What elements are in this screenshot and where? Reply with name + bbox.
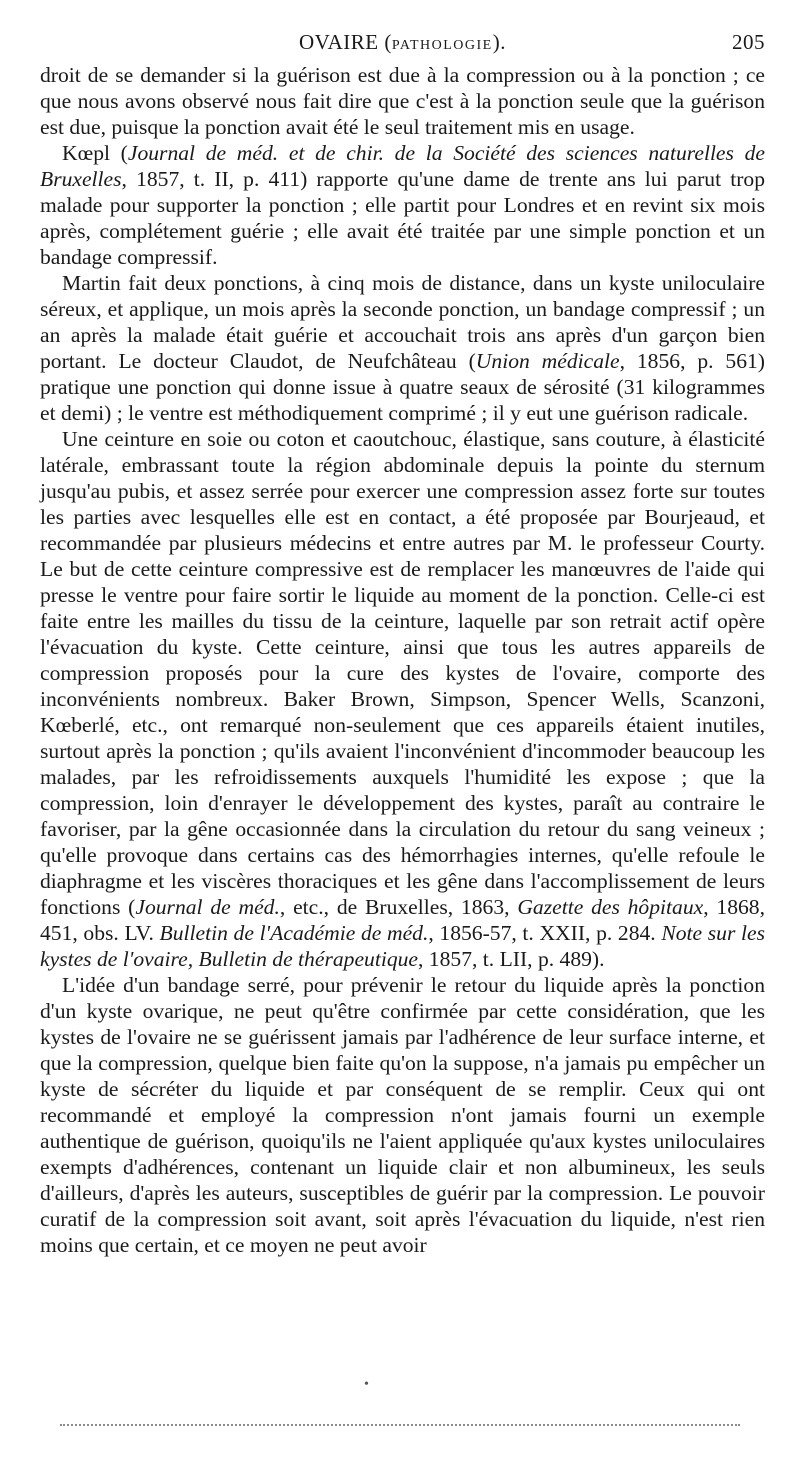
bottom-dotted-rule: [60, 1424, 740, 1426]
text-run: , 1856-57, t. XXII, p. 284.: [428, 921, 662, 945]
text-run: , 1857, t. II, p. 411) rapporte qu'une dame de trente ans lui parut trop malade pour supporter la ponction ; elle partit pour Londres et en revint six mois après, complétement guérie ; elle avait été traitée par une simple ponction et un bandage compressif.: [40, 167, 765, 269]
body-text: [40, 62, 765, 1258]
paragraph: [40, 62, 765, 140]
footer-mark: •: [364, 1377, 369, 1392]
text-run: Martin fait deux ponctions, à cinq mois de distance, dans un kyste uniloculaire séreux, et applique, un mois après la seconde ponction, un bandage compressif ; un an après la malade était guérie et accouchait trois ans après d'un garçon bien portant. Le docteur Claudot, de Neufchâteau (: [40, 271, 765, 373]
text-run: droit de se demander si la guérison est due à la compression ou à la ponction ; ce que nous avons observé nous fait dire que c'est à la ponction seule que la guérison est due, puisque la ponction avait été le seul traitement mis en usage.: [40, 63, 765, 139]
document-page: [40, 30, 765, 1258]
paragraph: [40, 140, 765, 270]
italic-citation: Journal de méd. et de chir. de la Société des sciences naturelles de Bruxelles: [40, 141, 765, 191]
text-run: , 1857, t. LII, p. 489).: [418, 947, 605, 971]
text-run: L'idée d'un bandage serré, pour prévenir le retour du liquide après la ponction d'un kyste ovarique, ne peut qu'être confirmée par cette considération, que les kystes de l'ovaire ne se guérissent jamais par l'adhérence de leur surface interne, et que la compression, quelque bien faite qu'on la suppose, n'a jamais pu empêcher un kyste de sécréter du liquide et par conséquent de se remplir. Ceux qui ont recommandé et employé la compression n'ont jamais fourni un exemple authentique de guérison, quoiqu'ils ne l'aient appliquée qu'aux kystes uniloculaires exempts d'adhérences, contenant un liquide clair et non albumineux, les seuls d'ailleurs, d'après les auteurs, susceptibles de guérir par la compression. Le pouvoir curatif de la compression soit avant, soit après l'évacuation du liquide, n'est rien moins que certain, et ce moyen ne peut avoir: [40, 973, 765, 1257]
running-title-main: OVAIRE (: [299, 30, 392, 54]
text-run: Kœpl (: [62, 141, 128, 165]
text-run: , etc., de Bruxelles, 1863,: [279, 895, 518, 919]
paragraph: [40, 972, 765, 1258]
italic-citation: Bulletin de l'Académie de méd.: [159, 921, 429, 945]
italic-citation: Gazette des hôpitaux: [517, 895, 704, 919]
italic-citation: Journal de méd.: [135, 895, 280, 919]
text-run: , 1856, p. 561) pratique une ponction qui donne issue à quatre seaux de sérosité (31 kilogrammes et demi) ; le ventre est méthodiquement comprimé ; il y eut une guérison radicale.: [40, 349, 765, 425]
running-title-subtitle: PATHOLOGIE: [391, 38, 493, 53]
running-title-end: ).: [492, 30, 506, 54]
page-number: 205: [732, 30, 765, 54]
running-header: [40, 30, 765, 60]
text-run: , 1868, 451, obs. LV.: [40, 895, 765, 945]
paragraph: [40, 270, 765, 426]
text-run: Une ceinture en soie ou coton et caoutchouc, élastique, sans couture, à élasticité latérale, embrassant toute la région abdominale depuis la pointe du sternum jusqu'au pubis, et assez serrée pour exercer une compression assez forte sur toutes les parties avec lesquelles elle est en contact, a été proposée par Bourjeaud, et recommandée par plusieurs médecins et entre autres par M. le professeur Courty. Le but de cette ceinture compressive est de remplacer les manœuvres de l'aide qui presse le ventre pour faire sortir le liquide au moment de la ponction. Celle-ci est faite entre les mailles du tissu de la ceinture, laquelle par son retrait actif opère l'évacuation du kyste. Cette ceinture, ainsi que tous les autres appareils de compression proposés pour la cure des kystes de l'ovaire, comporte des inconvénients nombreux. Baker Brown, Simpson, Spencer Wells, Scanzoni, Kœberlé, etc., ont remarqué non-seulement que ces appareils étaient inutiles, surtout après la ponction ; qu'ils avaient l'inconvénient d'incommoder beaucoup les malades, par les refroidissements auxquels l'humidité les expose ; que la compression, loin d'enrayer le développement des kystes, paraît au contraire le favoriser, par la gêne occasionnée dans la circulation du retour du sang veineux ; qu'elle provoque dans certains cas des hémorrhagies internes, qu'elle refoule le diaphragme et les viscères thoraciques et les gêne dans l'accomplissement de leurs fonctions (: [40, 427, 765, 919]
running-title: [40, 30, 765, 55]
italic-citation: Union médicale: [475, 349, 620, 373]
italic-citation: Note sur les kystes de l'ovaire, Bulletin de thérapeutique: [40, 921, 766, 971]
paragraph: [40, 426, 765, 972]
